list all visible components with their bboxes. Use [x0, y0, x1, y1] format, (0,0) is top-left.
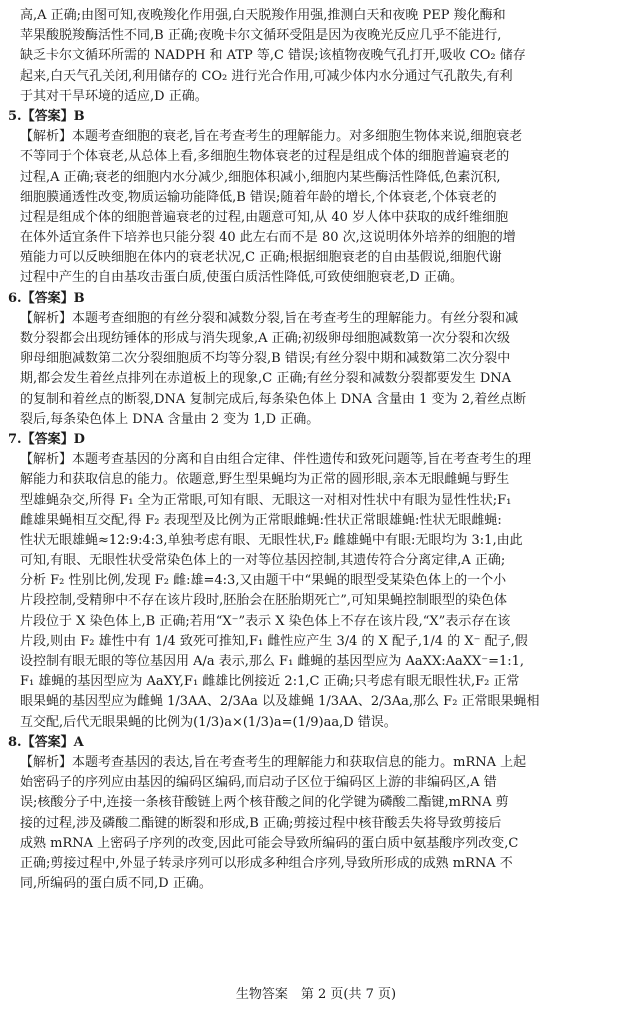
text-line: 的复制和着丝点的断裂,DNA 复制完成后,每条染色体上 DNA 含量由 1 变为 2,着丝点断	[20, 391, 527, 407]
text-line: 过程,A 正确;衰老的细胞内水分减少,细胞体积减小,细胞内某些酶活性降低,色素沉积,	[20, 169, 501, 185]
text-line: 片段控制,受精卵中不存在该片段时,胚胎会在胚胎期死亡”,可知果蝇控制眼型的染色体	[20, 593, 508, 609]
text-line: 【解析】本题考查基因的分离和自由组合定律、伴性遗传和致死问题等,旨在考查考生的理	[20, 452, 532, 468]
answer-text-body	[8, 6, 624, 894]
answer-heading-line: 6.【答案】B	[8, 290, 85, 306]
text-line: 高,A 正确;由图可知,夜晚羧化作用强,白天脱羧作用强,推测白天和夜晚 PEP 羧化酶和	[20, 8, 506, 23]
text-line: 接的过程,涉及磷酸二酯键的断裂和形成,B 正确;剪接过程中核苷酸丢失将导致剪接后	[20, 815, 502, 831]
text-line: 不等同于个体衰老,从总体上看,多细胞生物体衰老的过程是组成个体的细胞普遍衰老的	[20, 149, 510, 165]
answer-heading-line: 5.【答案】B	[8, 108, 85, 124]
answer-heading-line: 8.【答案】A	[8, 734, 84, 750]
text-line: 过程是组成个体的细胞普遍衰老的过程,由题意可知,从 40 岁人体中获取的成纤维细胞	[20, 209, 509, 225]
text-line: 过程中产生的自由基攻击蛋白质,使蛋白质活性降低,可致使细胞衰老,D 正确。	[20, 270, 463, 286]
text-line: 眼果蝇的基因型应为雌蝇 1/3AA、2/3Aa 以及雄蝇 1/3AA、2/3Aa,那么 F₂ 正常眼果蝇相	[20, 694, 540, 710]
text-line: 在体外适宜条件下培养也只能分裂 40 此左右而不是 80 次,这说明体外培养的细胞的增	[20, 230, 516, 246]
page-footer: 生物答案 第 2 页(共 7 页)	[235, 987, 397, 1002]
text-line: 解能力和获取信息的能力。依题意,野生型果蝇均为正常的圆形眼,亲本无眼雌蝇与野生	[20, 472, 510, 488]
text-line: 苹果酸脱羧酶活性不同,B 正确;夜晚卡尔文循环受阻是因为夜晚光反应几乎不能进行,	[20, 28, 502, 44]
text-line: 设控制有眼无眼的等位基因用 A/a 表示,那么 F₁ 雌蝇的基因型应为 AaXX:AaXX⁻=1:1,	[20, 654, 525, 669]
text-line: 于其对干旱环境的适应,D 正确。	[20, 88, 208, 104]
text-line: 细胞膜通透性改变,物质运输功能降低,B 错误;随着年龄的增长,个体衰老,个体衰老的	[20, 189, 497, 205]
text-line: 型雄蝇杂交,所得 F₁ 全为正常眼,可知有眼、无眼这一对相对性状中有眼为显性性状;F₁	[20, 492, 512, 508]
text-line: 缺乏卡尔文循环所需的 NADPH 和 ATP 等,C 错误;该植物夜晚气孔打开,吸收 CO₂ 储存	[20, 48, 526, 64]
text-line: 【解析】本题考查细胞的有丝分裂和减数分裂,旨在考查考生的理解能力。有丝分裂和减	[20, 310, 519, 326]
text-line: 正确;剪接过程中,外显子转录序列可以形成多种组合序列,导致所形成的成熟 mRNA 不	[20, 855, 513, 871]
text-line: 误;核酸分子中,连接一条核苷酸链上两个核苷酸之间的化学键为磷酸二酯键,mRNA 剪	[20, 795, 509, 811]
text-line: 【解析】本题考查基因的表达,旨在考查考生的理解能力和获取信息的能力。mRNA 上起	[20, 754, 527, 770]
text-line: 成熟 mRNA 上密码子序列的改变,因此可能会导致所编码的蛋白质中氨基酸序列改变,C	[20, 835, 519, 851]
text-line: 性状无眼雄蝇≈12:9:4:3,单独考虑有眼、无眼性状,F₂ 雌雄蝇中有眼:无眼均为 3:1,由此	[20, 532, 523, 548]
text-line: 卵母细胞减数第二次分裂细胞质不均等分裂,B 错误;有丝分裂中期和减数第二次分裂中	[20, 351, 511, 367]
text-line: 期,都会发生着丝点排列在赤道板上的现象,C 正确;有丝分裂和减数分裂都要发生 DNA	[20, 371, 512, 387]
answer-heading-line: 7.【答案】D	[8, 431, 85, 447]
text-line: 分析 F₂ 性别比例,发现 F₂ 雌:雄=4:3,又由题干中“果蝇的眼型受某染色体上的一个小	[20, 573, 507, 589]
text-line: 片段,则由 F₂ 雄性中有 1/4 致死可推知,F₁ 雌性应产生 3/4 的 X 配子,1/4 的 X⁻ 配子,假	[20, 633, 528, 649]
text-line: 起来,白天气孔关闭,利用储存的 CO₂ 进行光合作用,可减少体内水分通过气孔散失,有利	[20, 68, 513, 84]
text-line: 可知,有眼、无眼性状受常染色体上的一对等位基因控制,其遗传符合分离定律,A 正确;	[20, 553, 506, 569]
text-line: F₁ 雄蝇的基因型应为 AaXY,F₁ 雌雄比例接近 2:1,C 正确;只考虑有眼无眼性状,F₂ 正常	[20, 674, 520, 690]
text-line: 片段位于 X 染色体上,B 正确;若用“X⁻”表示 X 染色体上不存在该片段,“X”表示存在该	[20, 613, 511, 629]
text-line: 互交配,后代无眼果蝇的比例为(1/3)a×(1/3)a=(1/9)aa,D 错误。	[20, 714, 397, 730]
text-line: 始密码子的序列应由基因的编码区编码,而启动子区位于编码区上游的非编码区,A 错	[20, 775, 497, 791]
text-line: 同,所编码的蛋白质不同,D 正确。	[20, 876, 212, 892]
text-line: 殖能力可以反映细胞在体内的衰老状况,C 正确;根据细胞衰老的自由基假说,细胞代谢	[20, 250, 502, 266]
text-line: 雌雄果蝇相互交配,得 F₂ 表现型及比例为正常眼雌蝇:性状正常眼雄蝇:性状无眼雌蝇:	[20, 512, 502, 528]
text-line: 裂后,每条染色体上 DNA 含量由 2 变为 1,D 正确。	[20, 411, 320, 427]
text-line: 【解析】本题考查细胞的衰老,旨在考查考生的理解能力。对多细胞生物体来说,细胞衰老	[20, 129, 523, 145]
text-line: 数分裂都会出现纺锤体的形成与消失现象,A 正确;初级卵母细胞减数第一次分裂和次级	[20, 331, 511, 346]
